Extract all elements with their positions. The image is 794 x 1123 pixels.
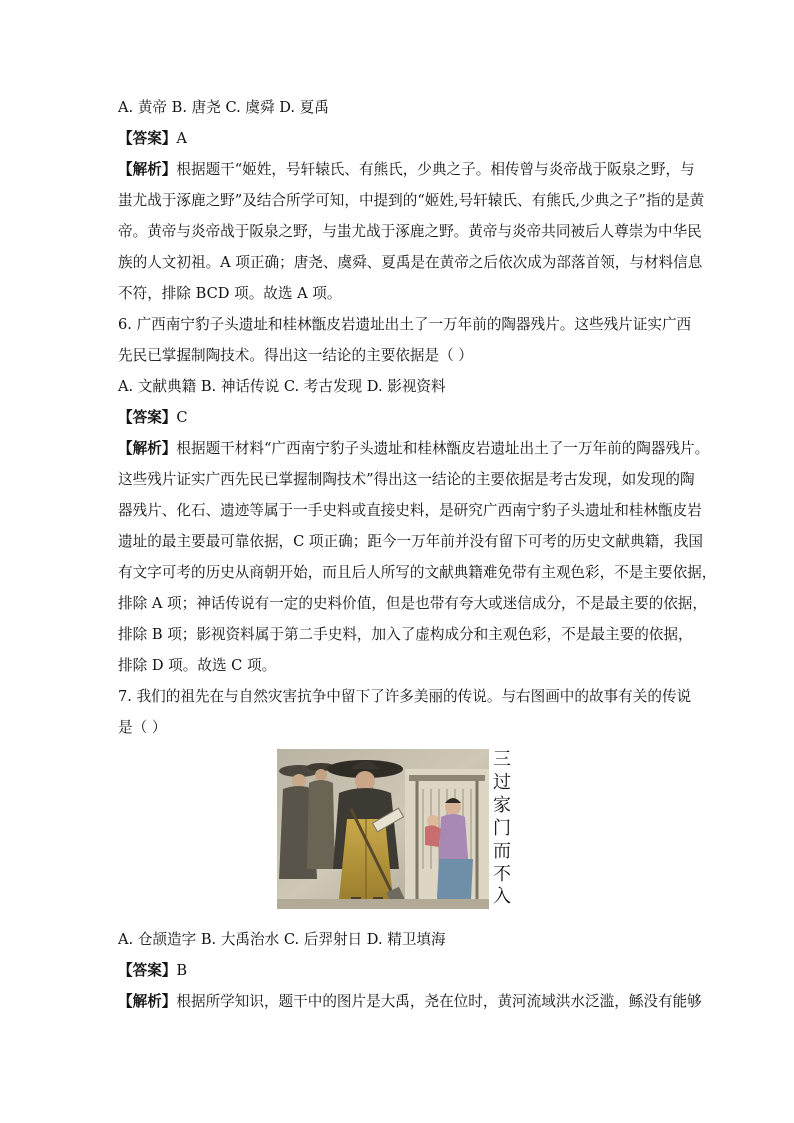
dayu-painting-image <box>277 749 489 909</box>
analysis-tag: 【解析】 <box>118 161 177 178</box>
q7-answer <box>118 961 688 981</box>
analysis-tag: 【解析】 <box>118 993 177 1010</box>
document-page <box>118 98 717 1023</box>
q7-stem-line: 7. 我们的祖先在与自然灾害抗争中留下了许多美丽的传说。与右图画中的故事有关的传说 <box>118 688 692 705</box>
q6-analysis-line: 排除 D 项。故选 C 项。 <box>118 657 277 674</box>
q6-answer <box>118 408 688 428</box>
answer-tag: 【答案】 <box>118 962 177 979</box>
q5-answer <box>118 129 688 149</box>
answer-value: A <box>176 130 187 147</box>
q5-options: A. 黄帝 B. 唐尧 C. 虞舜 D. 夏禹 <box>118 99 329 116</box>
answer-tag: 【答案】 <box>118 409 177 426</box>
q6-analysis-line: 【解析】根据题干材料“广西南宁豹子头遗址和桂林甑皮岩遗址出土了一万年前的陶器残片。 <box>118 440 710 457</box>
q6-analysis-line: 器残片、化石、遗迹等属于一手史料或直接史料，是研究广西南宁豹子头遗址和桂林甑皮岩 <box>118 502 702 519</box>
q6-analysis-line: 排除 B 项；影视资料属于第二手史料，加入了虚构成分和主观色彩，不是最主要的依据， <box>118 626 693 643</box>
answer-value: B <box>176 962 188 979</box>
q6-stem-line: 先民已掌握制陶技术。得出这一结论的主要依据是（ ） <box>118 347 473 364</box>
analysis-tag: 【解析】 <box>118 440 177 457</box>
q7-figure <box>118 749 688 919</box>
q7-analysis-line: 【解析】根据所学知识，题干中的图片是大禹，尧在位时，黄河流域洪水泛滥，鲧没有能够 <box>118 993 702 1010</box>
q5-analysis-line: 帝。黄帝与炎帝战于阪泉之野，与蚩尤战于涿鹿之野。黄帝与炎帝共同被后人尊崇为中华民 <box>118 223 702 240</box>
q5-analysis-line: 族的人文初祖。A 项正确；唐尧、虞舜、夏禹是在黄帝之后依次成为部落首领，与材料信息 <box>118 254 703 271</box>
q6-analysis-line: 排除 A 项；神话传说有一定的史料价值，但是也带有夸大或迷信成分，不是最主要的依据， <box>118 595 707 612</box>
q5-analysis-line: 蚩尤战于涿鹿之野”及结合所学可知，中提到的“姬姓,号轩辕氏、有熊氏,少典之子”指的是黄 <box>118 192 705 209</box>
q6-analysis-line: 这些残片证实广西先民已掌握制陶技术”得出这一结论的主要依据是考古发现，如发现的陶 <box>118 471 695 488</box>
q6-analysis-line: 遗址的最主要最可靠依据，C 项正确；距今一万年前并没有留下可考的历史文献典籍，我国 <box>118 533 703 550</box>
answer-value: C <box>176 409 188 426</box>
q6-analysis-line: 有文字可考的历史从商朝开始，而且后人所写的文献典籍难免带有主观色彩，不是主要依据， <box>118 564 717 581</box>
answer-tag: 【答案】 <box>118 130 177 147</box>
q7-stem-line: 是（ ） <box>118 719 167 736</box>
vertical-caption: 三 过 家 门 而 不 入 <box>493 749 511 908</box>
q6-stem-line: 6. 广西南宁豹子头遗址和桂林甑皮岩遗址出土了一万年前的陶器残片。这些残片证实广西 <box>118 316 692 333</box>
q5-analysis-line: 【解析】根据题干“姬姓，号轩辕氏、有熊氏，少典之子。相传曾与炎帝战于阪泉之野，与 <box>118 161 695 178</box>
q6-options: A. 文献典籍 B. 神话传说 C. 考古发现 D. 影视资料 <box>118 378 446 395</box>
q7-options: A. 仓颉造字 B. 大禹治水 C. 后羿射日 D. 精卫填海 <box>118 931 446 948</box>
q5-analysis-line: 不符，排除 BCD 项。故选 A 项。 <box>118 285 342 302</box>
